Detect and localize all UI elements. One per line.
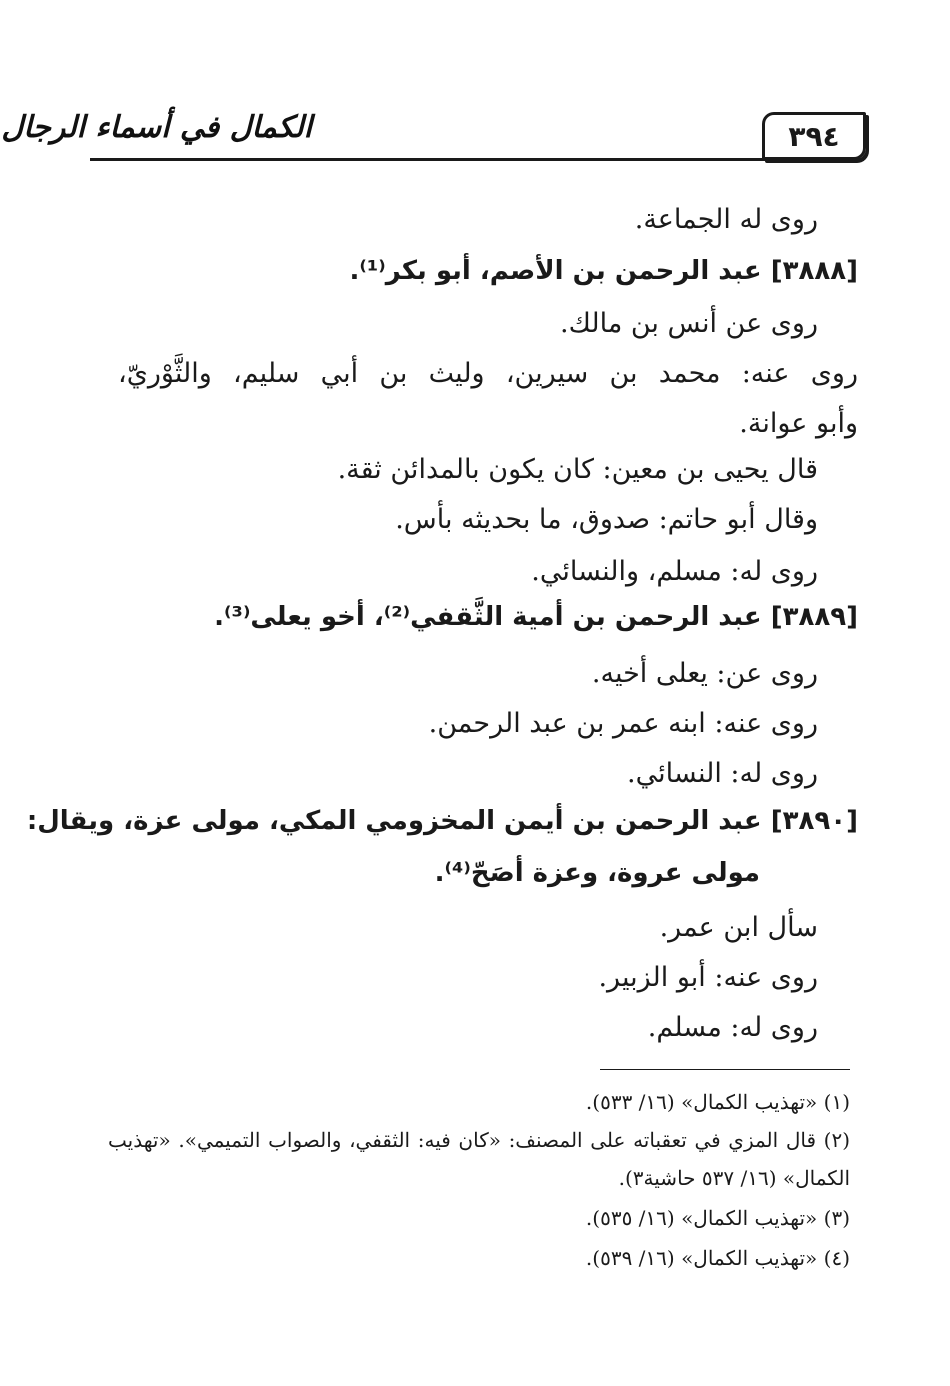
narration-line: روى له: مسلم، والنسائي. [531, 556, 818, 587]
footnote-1: (١) «تهذيب الكمال» (١٦/ ٥٣٣). [585, 1090, 850, 1114]
footnote-divider [600, 1069, 850, 1070]
narration-line: روى له: مسلم. [647, 1012, 818, 1043]
narration-line: روى عنه: أبو الزبير. [598, 962, 818, 993]
narration-line: وأبو عوانة. [739, 408, 858, 439]
narration-line: وقال أبو حاتم: صدوق، ما بحديثه بأس. [395, 504, 818, 535]
entry-heading-3890-continued: مولى عروة، وعزة أصَحّ⁽⁴⁾. [434, 858, 760, 888]
book-title-calligraphy: الكمال في أسماء الرجال [1, 110, 312, 145]
narration-line: روى عن أنس بن مالك. [560, 308, 818, 339]
narration-line: روى له الجماعة. [634, 204, 818, 235]
footnote-2-continued: الكمال» (١٦/ ٥٣٧ حاشية٣). [618, 1166, 850, 1190]
page-number: ٣٩٤ [762, 112, 866, 160]
entry-heading-3890: [٣٨٩٠] عبد الرحمن بن أيمن المخزومي المكي، مولى عزة، ويقال: [26, 806, 858, 836]
narration-line: روى عنه: ابنه عمر بن عبد الرحمن. [428, 708, 818, 739]
entry-heading-3889: [٣٨٨٩] عبد الرحمن بن أمية الثَّقفي⁽²⁾، أخو يعلى⁽³⁾. [214, 602, 858, 632]
narration-line: سأل ابن عمر. [659, 912, 818, 943]
narration-line: روى عن: يعلى أخيه. [591, 658, 818, 689]
narration-line: روى عنه: محمد بن سيرين، وليث بن أبي سليم، والثَّوْريّ، [118, 358, 858, 389]
footnote-4: (٤) «تهذيب الكمال» (١٦/ ٥٣٩). [585, 1246, 850, 1270]
entry-heading-3888: [٣٨٨٨] عبد الرحمن بن الأصم، أبو بكر⁽¹⁾. [349, 256, 858, 286]
footnote-2: (٢) قال المزي في تعقباته على المصنف: «كان فيه: الثقفي، والصواب التميمي». «تهذيب [108, 1128, 850, 1152]
footnote-3: (٣) «تهذيب الكمال» (١٦/ ٥٣٥). [585, 1206, 850, 1230]
narration-line: روى له: النسائي. [627, 758, 818, 789]
header-divider [90, 158, 864, 161]
narration-line: قال يحيى بن معين: كان يكون بالمدائن ثقة. [337, 454, 818, 485]
